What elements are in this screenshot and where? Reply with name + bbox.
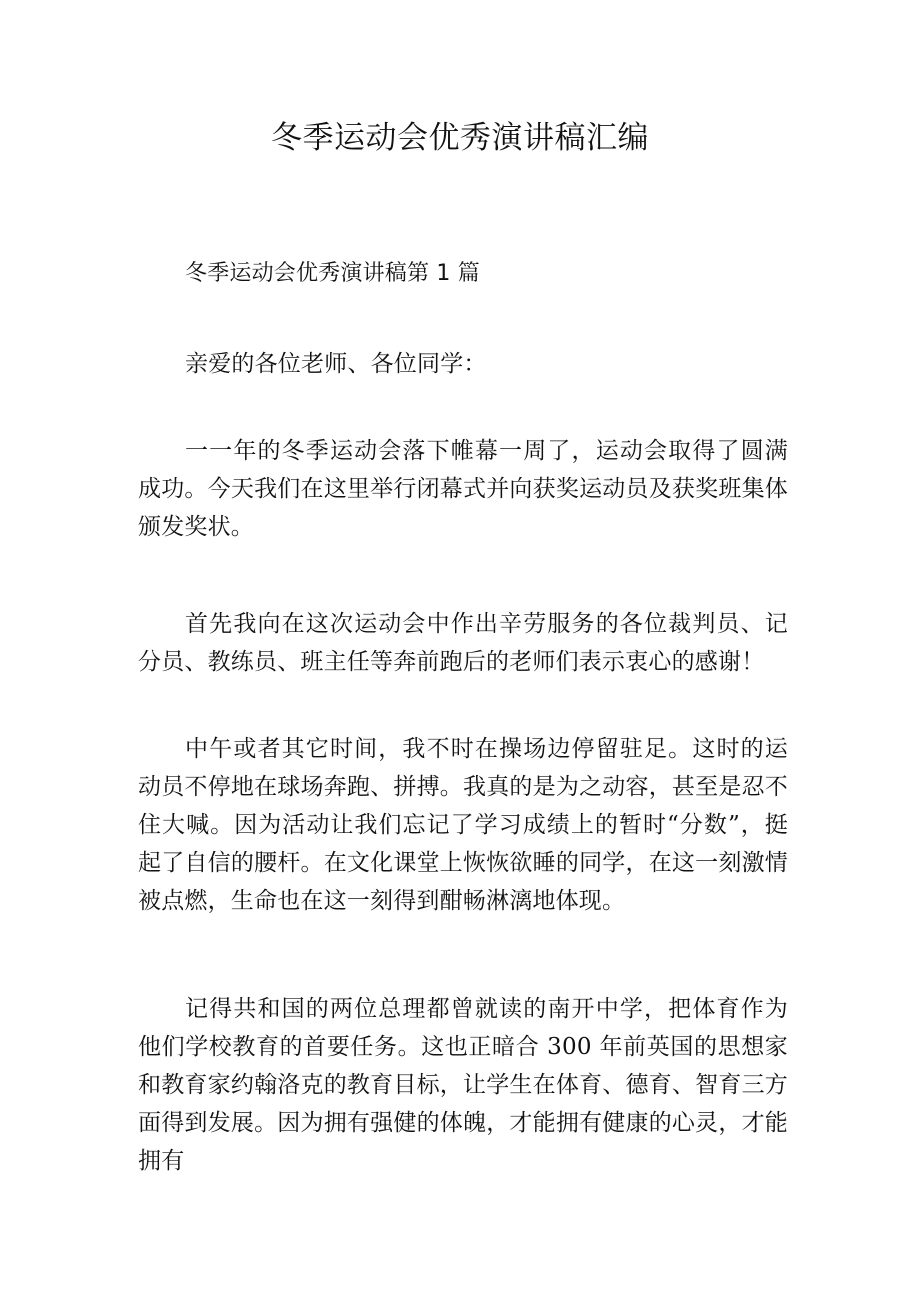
paragraph-1: 一一年的冬季运动会落下帷幕一周了，运动会取得了圆满成功。今天我们在这里举行闭幕式并向获奖运动员及获奖班集体颁发奖状。: [138, 438, 788, 540]
paragraph-3: 中午或者其它时间，我不时在操场边停留驻足。这时的运动员不停地在球场奔跑、拼搏。我真的是为之动容，甚至是忍不住大喊。因为活动让我们忘记了学习成绩上的暂时“分数”，挺起了自信的腰杆。在文化课堂上恢恢欲睡的同学，在这一刻激情被点燃，生命也在这一刻得到酣畅淋漓地体现。: [138, 736, 788, 914]
section-heading: 冬季运动会优秀演讲稿第 1 篇: [185, 261, 480, 286]
paragraph-4: 记得共和国的两位总理都曾就读的南开中学，把体育作为他们学校教育的首要任务。这也正暗合 300 年前英国的思想家和教育家约翰洛克的教育目标，让学生在体育、德育、智育三方面得到发展。因为拥有强健的体魄，才能拥有健康的心灵，才能拥有: [138, 996, 788, 1174]
greeting-line: 亲爱的各位老师、各位同学：: [185, 351, 487, 377]
paragraph-2: 首先我向在这次运动会中作出辛劳服务的各位裁判员、记分员、教练员、班主任等奔前跑后的老师们表示衷心的感谢！: [138, 611, 788, 675]
document-title: 冬季运动会优秀演讲稿汇编: [271, 120, 649, 156]
